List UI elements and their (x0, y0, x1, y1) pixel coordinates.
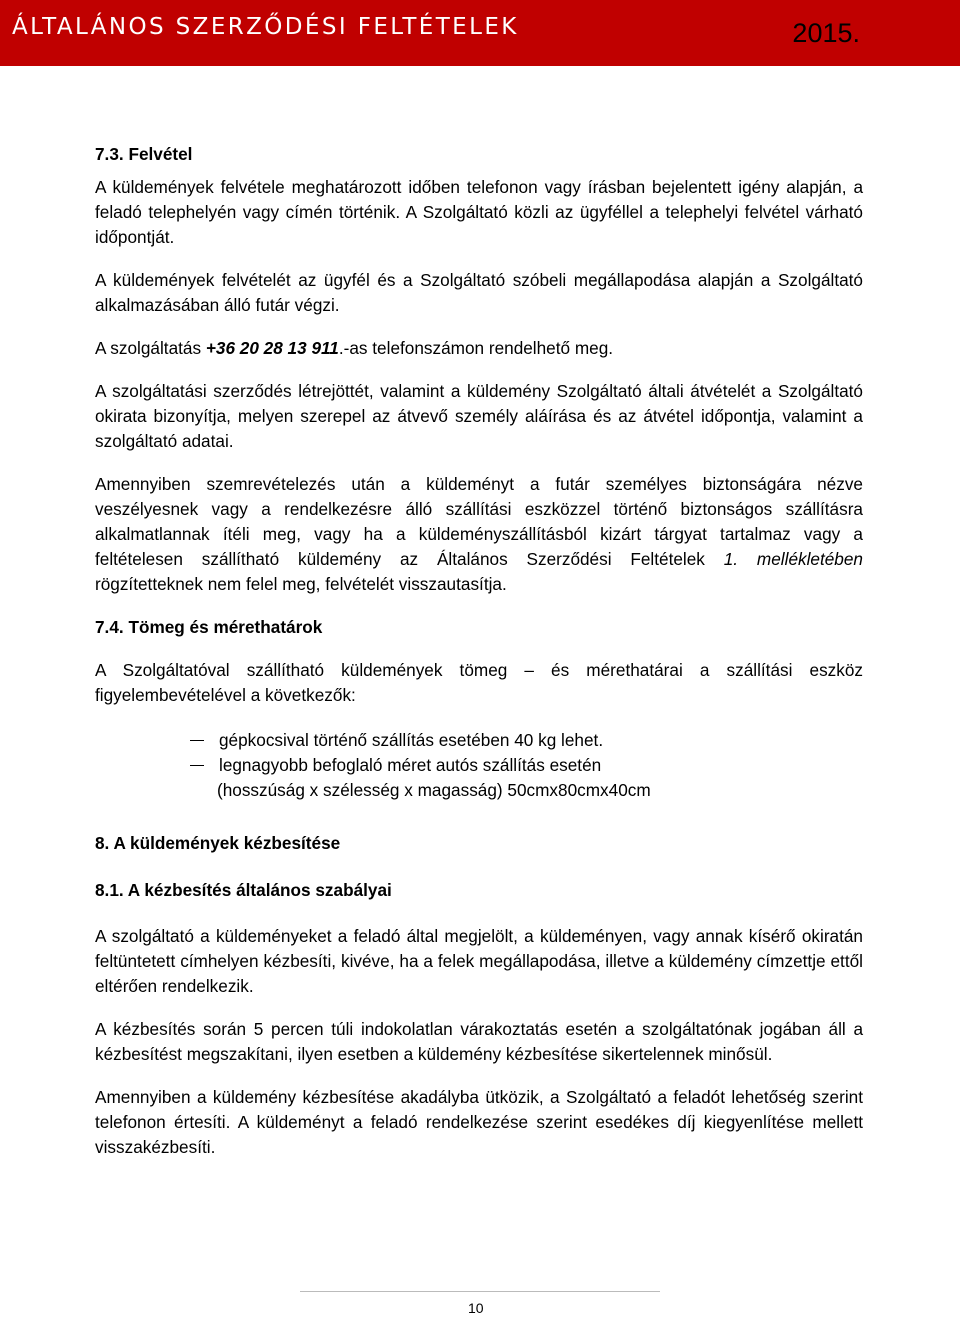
list-item-text: (hosszúság x szélesség x magasság) 50cmx80cmx40cm (217, 780, 651, 800)
heading-8-1: 8.1. A kézbesítés általános szabályai (95, 880, 392, 900)
list-item (95, 753, 863, 778)
list-item-text: legnagyobb befoglaló méret autós szállítás esetén (219, 755, 602, 775)
heading-8: 8. A küldemények kézbesítése (95, 833, 341, 853)
document-title: ÁLTALÁNOS SZERZŐDÉSI FELTÉTELEK (12, 14, 519, 40)
dash-bullet-icon (190, 765, 204, 766)
text: .-as telefonszámon rendelhető meg. (338, 338, 614, 358)
paragraph: A küldemények felvétele meghatározott időben telefonon vagy írásban bejelentett igény alapján, a feladó telephelyén vagy címén történik. A Szolgáltató közli az ügyféllel a telephelyi felvétel várható időpontját. (95, 177, 863, 247)
dash-bullet-icon (190, 740, 204, 741)
paragraph: A Szolgáltatóval szállítható küldemények tömeg – és mérethatárai a szállítási eszköz figyelembevételével a következők: (95, 660, 863, 705)
list-item (95, 728, 863, 753)
list-item-text: gépkocsival történő szállítás esetében 40 kg lehet. (219, 730, 604, 750)
text: Amennyiben szemrevételezés után a küldeményt a futár személyes biztonságára nézve veszélyesnek vagy a rendelkezésre álló szállítási eszközzel történő biztonságos szállításra alkalmatlannak ítéli meg, vagy ha a küldeményszállításból kizárt tárgyat tartalmaz vagy a feltételesen szállítható küldemény az Általános Szerződési Feltételek (95, 474, 863, 569)
paragraph: A szolgáltatási szerződés létrejöttét, valamint a küldemény Szolgáltató általi átvételét a Szolgáltató okirata bizonyítja, melyen szerepel az átvevő személy aláírása és az átvétel időpontja, valamint a szolgáltató adatai. (95, 381, 863, 451)
paragraph: Amennyiben a küldemény kézbesítése akadályba ütközik, a Szolgáltató a feladót lehetőség szerint telefonon értesíti. A küldeményt a feladó rendelkezése szerint esedékes díj kiegyenlítése mellett visszakézbesíti. (95, 1087, 863, 1157)
heading-7-4: 7.4. Tömeg és mérethatárok (95, 617, 323, 637)
limits-list (95, 728, 863, 803)
text: A szolgáltatás (95, 338, 206, 358)
page-number: 10 (468, 1300, 484, 1316)
text: rögzítetteknek nem felel meg, felvételét visszautasítja. (95, 574, 507, 594)
document-year: 2015. (792, 18, 860, 48)
annex-reference: 1. mellékletében (723, 549, 863, 569)
phone-number: +36 20 28 13 911 (205, 338, 339, 358)
paragraph: A kézbesítés során 5 percen túli indokolatlan várakoztatás esetén a szolgáltatónak jogában áll a kézbesítést megszakítani, ilyen esetben a küldemény kézbesítése sikertelennek minősül. (95, 1019, 863, 1064)
footer-divider (300, 1291, 660, 1292)
page-content (95, 142, 863, 1160)
heading-7-3: 7.3. Felvétel (95, 144, 193, 164)
paragraph: A küldemények felvételét az ügyfél és a Szolgáltató szóbeli megállapodása alapján a Szolgáltató alkalmazásában álló futár végzi. (95, 270, 863, 315)
paragraph (95, 472, 863, 597)
paragraph: A szolgáltató a küldeményeket a feladó által megjelölt, a küldeményen, vagy annak kísérő okiratán feltüntetett címhelyen kézbesíti, kivéve, ha a felek megállapodása, illetve a küldemény címzettje ettől eltérően rendelkezik. (95, 926, 863, 996)
paragraph-phone (95, 336, 863, 361)
list-item-continuation (95, 778, 863, 803)
